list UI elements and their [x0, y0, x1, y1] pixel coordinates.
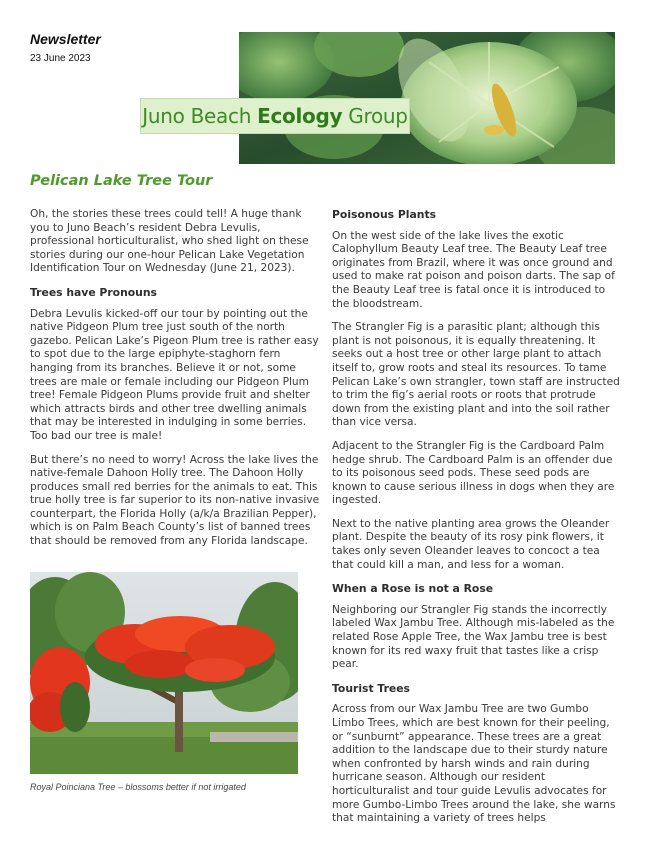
- left-column: [30, 208, 320, 559]
- paragraph-gumbo-limbo: Across from our Wax Jambu Tree are two Gumbo Limbo Trees, which are best known for their peeling, or “sunburnt” appearance. These trees are a great addition to the landscape due to their sturdy nature when confronted by harsh winds and rain during hurricane season. Although our resident horticulturalist and tour guide Levulis advocates for more Gumbo-Limbo Trees around the lake, she warns that maintaining a variety of trees helps: [332, 703, 616, 825]
- paragraph-oleander: Next to the native planting area grows the Oleander plant. Despite the beauty of its rosy pink flowers, it takes only seven Oleander leaves to concoct a tea that could kill a man, and less for a woman.: [332, 517, 610, 571]
- paragraph-pigeon-plum: Debra Levulis kicked-off our tour by pointing out the native Pidgeon Plum tree just south of the north gazebo. Pelican Lake’s Pigeon Plum tree is rather easy to spot due to the large epiphyte-staghorn fern hanging from its branches. Believe it or not, some trees are male or female including our Pidgeon Plum tree! Female Pidgeon Plums provide fruit and shelter which attracts birds and other tree dwelling animals that may be interested in indulging in some berries. Too bad our tree is male!: [30, 307, 319, 442]
- paragraph-wax-jambu: Neighboring our Strangler Fig stands the incorrectly labeled Wax Jambu Tree. Although mis-labeled as the related Rose Apple Tree, the Wax Jambu tree is best known for its red waxy fruit that tastes like a crisp pear.: [332, 603, 615, 671]
- logo-text-part3: Group: [342, 104, 408, 128]
- paragraph-dahoon-holly: But there’s no need to worry! Across the lake lives the native-female Dahoon Holly tree. The Dahoon Holly produces small red berries for the animals to eat. This true holly tree is far superior to its non-native invasive counterpart, the Florida Holly (a/k/a Brazilian Pepper), which is on Palm Beach County’s list of banned trees that should be removed from any Florida landscape.: [30, 453, 320, 548]
- section-heading-poisonous: Poisonous Plants: [332, 208, 437, 221]
- section-heading-tourist: Tourist Trees: [332, 681, 410, 695]
- newsletter-label: Newsletter: [30, 31, 101, 47]
- royal-poinciana-photo: [30, 572, 298, 774]
- section-heading-pronouns: Trees have Pronouns: [30, 285, 157, 299]
- logo-text-part1: Juno Beach: [142, 104, 258, 128]
- right-column: [332, 208, 622, 836]
- article-title: Pelican Lake Tree Tour: [30, 173, 213, 189]
- paragraph-cardboard-palm: Adjacent to the Strangler Fig is the Cardboard Palm hedge shrub. The Cardboard Palm is an offender due to its poisonous seed pods. These seed pods are known to cause serious illness in dogs when they are ingested.: [332, 439, 615, 507]
- group-logo: [140, 98, 410, 134]
- newsletter-date: 23 June 2023: [30, 53, 91, 64]
- logo-text-part2: Ecology: [257, 104, 343, 128]
- paragraph-beauty-leaf: On the west side of the lake lives the exotic Calophyllum Beauty Leaf tree. The Beauty Leaf tree originates from Brazil, where it was once ground and used to make rat poison and poison darts. The sap of the Beauty Leaf tree is fatal once it is introduced to the bloodstream.: [332, 229, 615, 310]
- paragraph-strangler-fig: The Strangler Fig is a parasitic plant; although this plant is not poisonous, it is equally threatening. It seeks out a host tree or other large plant to attach itself to, grow roots and steal its resources. To tame Pelican Lake’s own strangler, town staff are instructed to trim the fig’s aerial roots or roots that protrude down from the existing plant and into the soil rather than vice versa.: [332, 321, 620, 429]
- section-heading-rose: When a Rose is not a Rose: [332, 582, 494, 596]
- intro-paragraph: Oh, the stories these trees could tell! A huge thank you to Juno Beach’s resident Debra Levulis, professional horticulturalist, who shed light on these stories during our one-hour Pelican Lake Vegetation Identification Tour on Wednesday (June 21, 2023).: [30, 208, 309, 275]
- photo-caption: Royal Poinciana Tree – blossoms better if not irrigated: [30, 782, 246, 792]
